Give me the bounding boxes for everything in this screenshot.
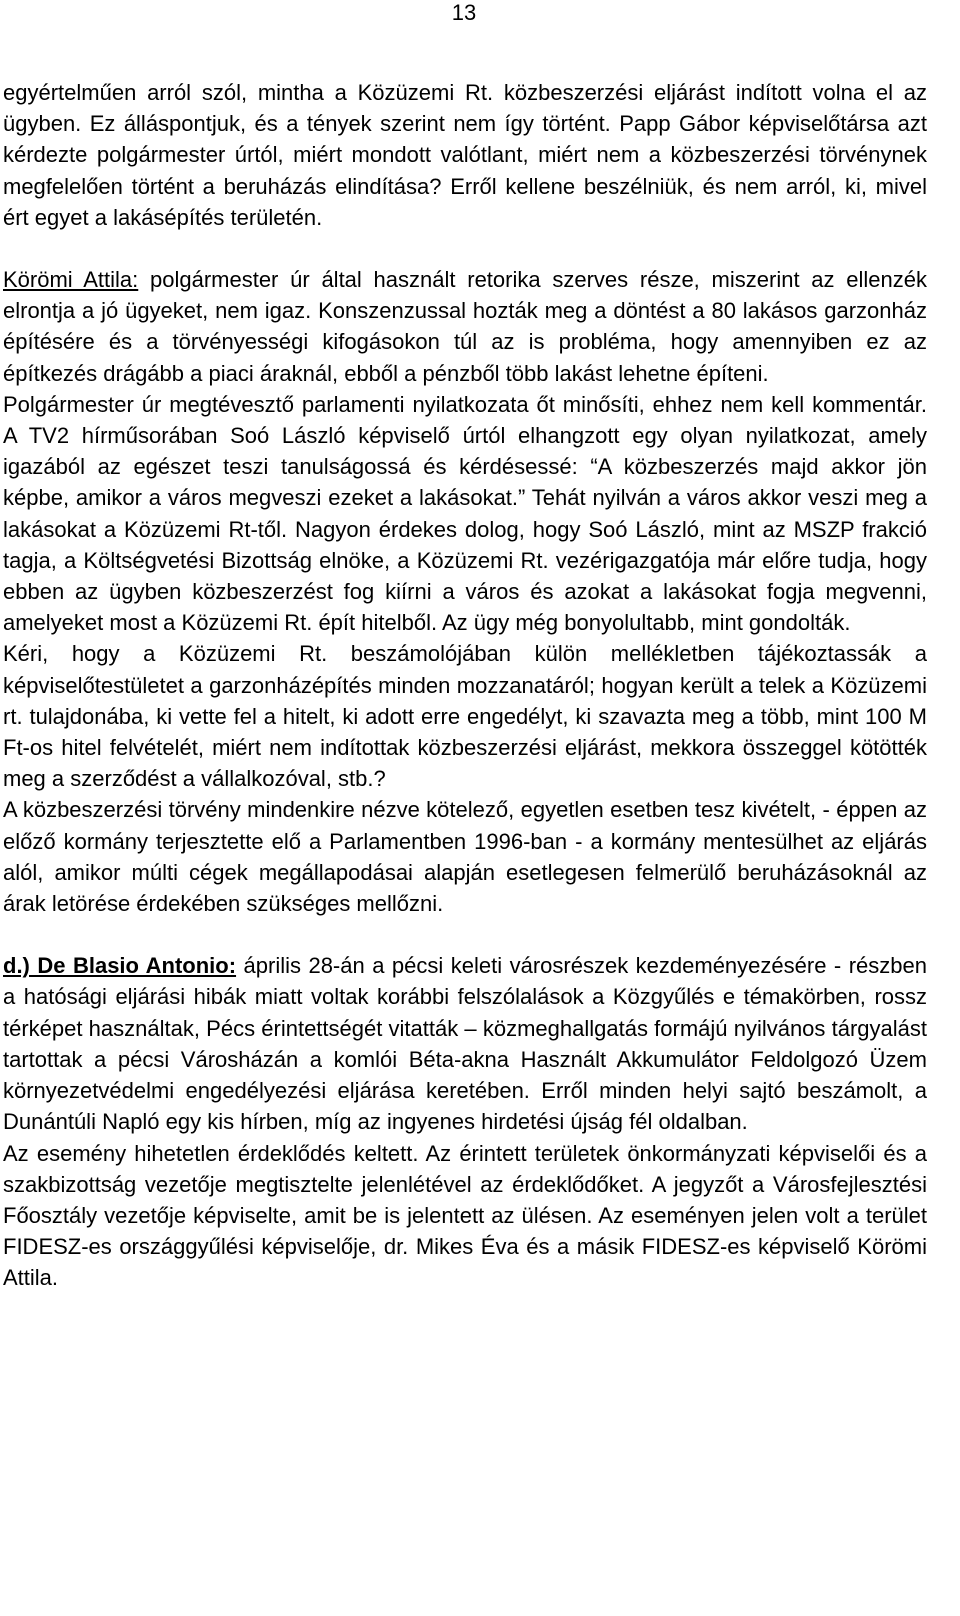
paragraph-6-text: április 28-án a pécsi keleti városrészek kezdeményezésére - részben a hatósági eljárási hibák miatt voltak korábbi felszólalások a Közgyűlés e témakörben, rossz térképet használtak, Pécs érintettségét vitatták – közmeghallgatás formájú nyilvános tárgyalást tartottak a pécsi Városházán a komlói Béta-akna Használt Akkumulátor Feldolgozó Üzem környezetvédelmi engedélyezési eljárása keretében. Erről minden helyi sajtó beszámolt, a Dunántúli Napló egy kis hírben, míg az ingyenes hirdetési újság fél oldalban. [3, 953, 927, 1135]
paragraph-7-text: Az esemény hihetetlen érdeklődés keltett. Az érintett területek önkormányzati képviselői és a szakbizottság vezetője megtisztelte jelenlétével az érdeklődőket. A jegyzőt a Városfejlesztési Főosztály vezetője képviselte, amit be is jelentett az ülésen. Az eseményen jelen volt a terület FIDESZ-es országgyűlési képviselője, dr. Mikes Éva és a másik FIDESZ-es képviselő Körömi Attila. [3, 1140, 927, 1291]
paragraph-6 [3, 950, 927, 1137]
paragraph-3-text: Polgármester úr megtévesztő parlamenti nyilatkozata őt minősíti, ehhez nem kell kommentár. A TV2 hírműsorában Soó László képviselő úrtól elhangzott egy olyan nyilatkozat, amely igazából az egészet teszi tanulságossá és kérdésessé: “A közbeszerzés majd akkor jön képbe, amikor a város megveszi ezeket a lakásokat.” Tehát nyilván a város akkor veszi meg a lakásokat a Közüzemi Rt-től. Nagyon érdekes dolog, hogy Soó László, mint az MSZP frakció tagja, a Költségvetési Bizottság elnöke, a Közüzemi Rt. vezérigazgatója már előre tudja, hogy ebben az ügyben közbeszerzést fog kiírni a város és azokat a lakásokat fogja megvenni, amelyeket most a Közüzemi Rt. épít hitelből. Az ügy még bonyolultabb, mint gondolták. [3, 391, 927, 636]
paragraph-gap [3, 233, 927, 264]
paragraph-1 [3, 77, 927, 233]
paragraph-5-text: A közbeszerzési törvény mindenkire nézve kötelező, egyetlen esetben tesz kivételt, - éppen az előző kormány terjesztette elő a Parlamentben 1996-ban - a kormány mentesülhet az eljárás alól, amikor múlti cégek megállapodásai alapján esetlegesen felmerülő beruházásoknál az árak letörése érdekében szükséges mellőzni. [3, 797, 927, 917]
page-number: 13 [451, 0, 477, 25]
paragraph-gap [3, 919, 927, 950]
paragraph-3 [3, 389, 927, 639]
paragraph-2-text: polgármester úr által használt retorika szerves része, miszerint az ellenzék elrontja a jó ügyeket, nem igaz. Konszenzussal hozták meg a döntést a 80 lakásos garzonház építésére és a törvényességi kifogásokon túl az is probléma, hogy amennyiben ez az építkezés drágább a piaci áraknál, ebből a pénzből több lakást lehetne építeni. [3, 267, 928, 386]
paragraph-7 [3, 1138, 927, 1294]
paragraph-5 [3, 794, 927, 919]
speaker-heading: d.) De Blasio Antonio: [3, 953, 237, 979]
paragraph-4-text: Kéri, hogy a Közüzemi Rt. beszámolójában külön mellékletben tájékoztassák a képviselőtestületet a garzonházépítés minden mozzanatáról; hogyan került a telek a Közüzemi rt. tulajdonába, ki vette fel a hitelt, ki adott erre engedélyt, ki szavazta meg a több, mint 100 M Ft-os hitel felvételét, miért nem indítottak közbeszerzési eljárást, mekkora összeggel kötötték meg a szerződést a vállalkozóval, stb.? [3, 641, 927, 792]
paragraph-1-text: egyértelműen arról szól, mintha a Közüzemi Rt. közbeszerzési eljárást indított volna el az ügyben. Ez álláspontjuk, és a tények szerint nem így történt. Papp Gábor képviselőtársa azt kérdezte polgármester úrtól, miért mondott valótlant, miért nem a közbeszerzési törvénynek megfelelően történt a beruházás elindítása? Erről kellene beszélniük, és nem arról, ki, mivel ért egyet a lakásépítés területén. [3, 80, 927, 230]
document-body [3, 77, 927, 1294]
speaker-name: Körömi Attila: [3, 267, 139, 293]
paragraph-4 [3, 638, 927, 794]
paragraph-2 [3, 264, 927, 389]
